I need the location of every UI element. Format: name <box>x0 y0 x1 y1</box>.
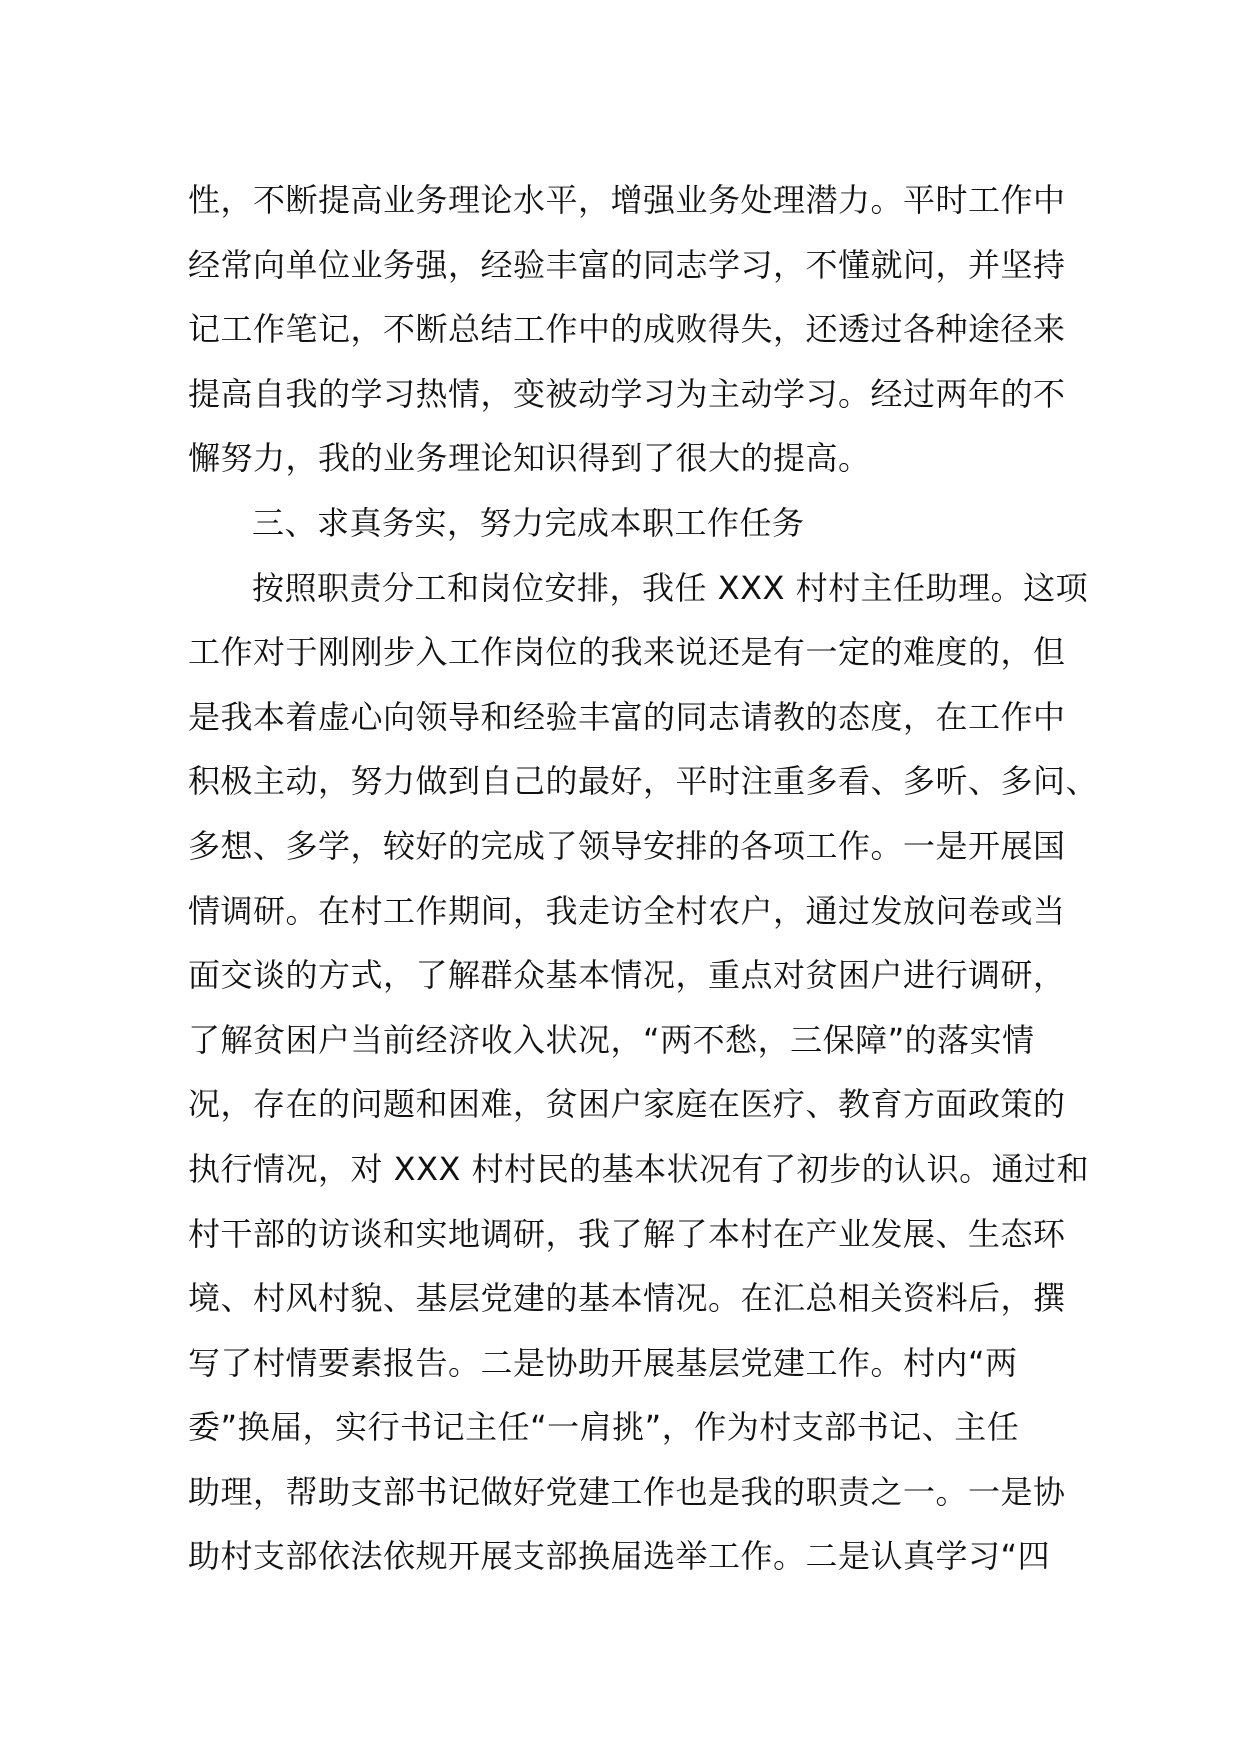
section-heading: 三、求真务实，努力完成本职工作任务 <box>252 503 805 542</box>
text-line: 懈努力，我的业务理论知识得到了很大的提高。 <box>188 439 871 478</box>
text-line: 记工作笔记，不断总结工作中的成败得失，还透过各种途径来 <box>188 310 1066 349</box>
text-line: 多想、多学，较好的完成了领导安排的各项工作。一是开展国 <box>188 826 1066 865</box>
text-line: 面交谈的方式，了解群众基本情况，重点对贫困户进行调研， <box>188 956 1066 995</box>
text-line: 助理，帮助支部书记做好党建工作也是我的职责之一。一是协 <box>188 1472 1066 1511</box>
text-line: 是我本着虚心向领导和经验丰富的同志请教的态度，在工作中 <box>188 697 1066 736</box>
text-line: 情调研。在村工作期间，我走访全村农户，通过发放问卷或当 <box>188 891 1066 930</box>
paragraph-first-line: 按照职责分工和岗位安排，我任 XXX 村村主任助理。这项 <box>252 568 1089 607</box>
text-line: 委”换届，实行书记主任“一肩挑”，作为村支部书记、主任 <box>188 1408 1020 1447</box>
document-body <box>188 168 1099 1589</box>
text-line: 境、村风村貌、基层党建的基本情况。在汇总相关资料后，撰 <box>188 1279 1066 1318</box>
text-line: 助村支部依法依规开展支部换届选举工作。二是认真学习“四 <box>188 1537 1051 1576</box>
text-line: 积极主动，努力做到自己的最好，平时注重多看、多听、多问、 <box>188 762 1099 801</box>
text-line: 况，存在的问题和困难，贫困户家庭在医疗、教育方面政策的 <box>188 1085 1066 1124</box>
text-line: 经常向单位业务强，经验丰富的同志学习，不懂就问，并坚持 <box>188 245 1066 284</box>
text-line: 写了村情要素报告。二是协助开展基层党建工作。村内“两 <box>188 1343 1018 1382</box>
text-line: 执行情况，对 XXX 村村民的基本状况有了初步的认识。通过和 <box>188 1149 1090 1188</box>
text-line: 性，不断提高业务理论水平，增强业务处理潜力。平时工作中 <box>188 181 1066 219</box>
text-line: 工作对于刚刚步入工作岗位的我来说还是有一定的难度的，但 <box>188 633 1066 672</box>
text-line: 了解贫困户当前经济收入状况，“两不愁，三保障”的落实情 <box>188 1020 1035 1059</box>
text-line: 提高自我的学习热情，变被动学习为主动学习。经过两年的不 <box>188 374 1066 413</box>
text-line: 村干部的访谈和实地调研，我了解了本村在产业发展、生态环 <box>188 1214 1066 1253</box>
